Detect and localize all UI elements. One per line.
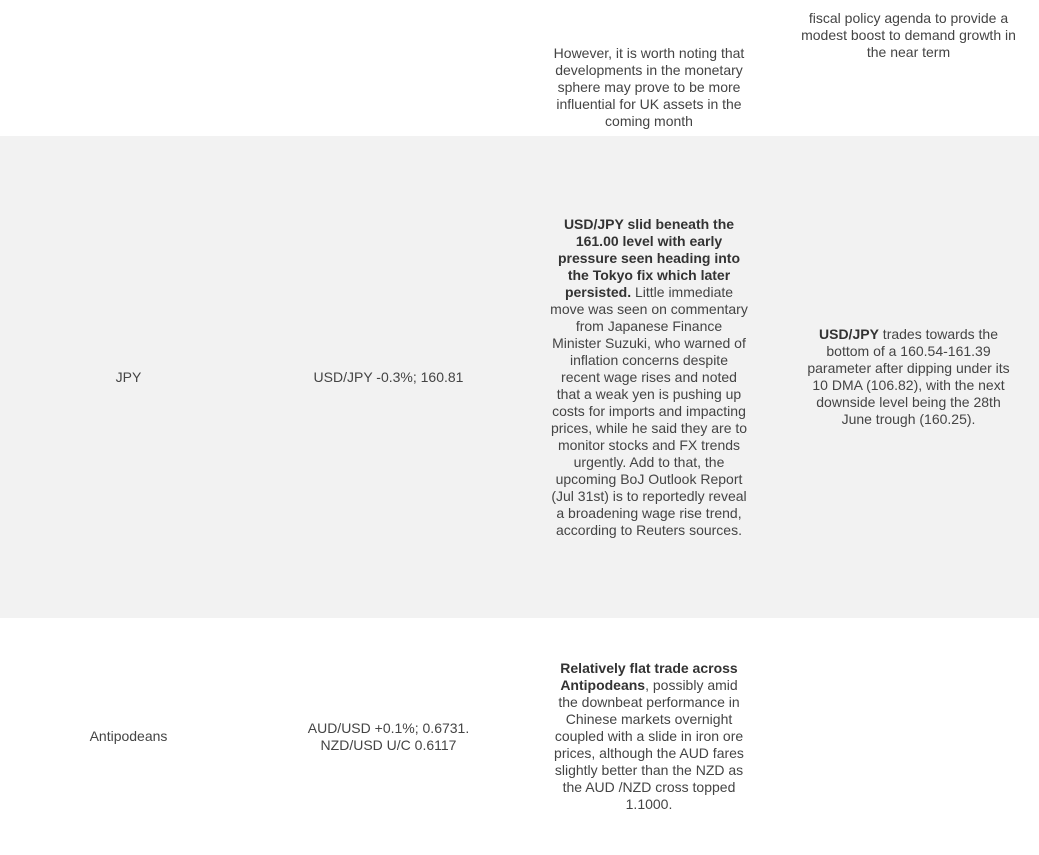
price-text: USD/JPY -0.3%; 160.81: [313, 368, 464, 385]
table-row-antipodeans: [0, 618, 1039, 855]
commentary-text: However, it is worth noting that developments in the monetary sphere may prove to be more influential for UK assets in the coming month: [553, 45, 745, 129]
currency-cell: [0, 136, 257, 618]
outlook-cell: [778, 136, 1039, 618]
commentary-cell: [520, 136, 778, 618]
currency-cell: [0, 618, 257, 855]
price-cell: [257, 0, 520, 136]
outlook-cell: [778, 0, 1039, 136]
commentary-cell: [520, 618, 778, 855]
commentary-text: , possibly amid the downbeat performance in Chinese markets overnight coupled with a slide in iron ore prices, although the AUD fares slightly better than the NZD as the AUD /NZD cross topped 1.1000.: [554, 677, 744, 812]
commentary-text: Little immediate move was seen on commentary from Japanese Finance Minister Suzuki, who warned of inflation concerns despite recent wage rises and noted that a weak yen is pushing up costs for imports and impacting prices, while he said they are to monitor stocks and FX trends urgently. Add to that, the upcoming BoJ Outlook Report (Jul 31st) is to reportedly reveal a broadening wage rise trend, according to Reuters sources.: [550, 283, 748, 538]
outlook-headline: USD/JPY: [819, 326, 879, 342]
commentary-headline: Relatively flat trade across Antipodeans: [560, 660, 738, 693]
currency-label: JPY: [115, 368, 142, 385]
table-row-jpy: [0, 136, 1039, 618]
outlook-cell: [778, 618, 1039, 855]
outlook-text: trades towards the bottom of a 160.54-161.39 parameter after dipping under its 10 DMA (106.82), with the next downside level being the 28th June trough (160.25).: [807, 326, 1010, 427]
commentary-cell: [520, 0, 778, 136]
table-row-gbp-continued: [0, 0, 1039, 136]
currency-label: Antipodeans: [89, 728, 168, 744]
currency-cell: [0, 0, 257, 136]
price-cell: [257, 618, 520, 855]
price-cell: [257, 136, 520, 618]
outlook-text: fiscal policy agenda to provide a modest boost to demand growth in the near term: [801, 10, 1016, 60]
commentary-headline: USD/JPY slid beneath the 161.00 level with early pressure seen heading into the Tokyo fix which later persisted.: [557, 215, 741, 300]
price-text: AUD/USD +0.1%; 0.6731. NZD/USD U/C 0.6117: [307, 719, 470, 753]
